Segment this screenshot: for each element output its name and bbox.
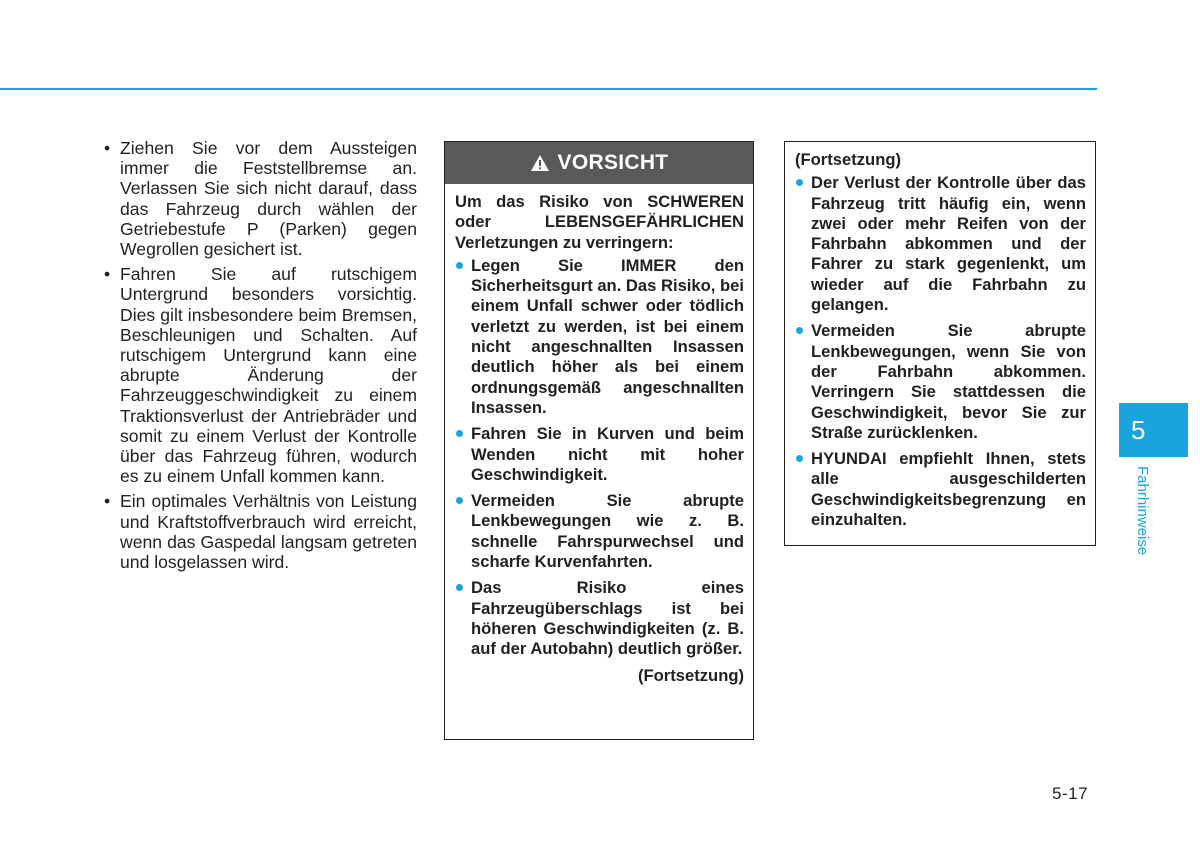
list-item: Der Verlust der Kontrolle über das Fahrzeug tritt häufig ein, wenn zwei oder mehr Reifen von der Fahrbahn abkommen und der Fahrer zu stark gegenlenkt, um wieder auf die Fahrbahn zu gelangen.	[795, 173, 1086, 315]
list-item: Legen Sie IMMER den Sicherheitsgurt an. Das Risiko, bei einem Unfall schwer oder tödlich verletzt zu werden, ist bei einem nicht angeschnallten Insassen deutlich höher als bei einem ordnungsgemäß angeschnallten Insassen.	[455, 256, 744, 418]
chapter-number: 5	[1131, 414, 1146, 445]
continued-label: (Fortsetzung)	[638, 665, 744, 685]
list-item: • Ziehen Sie vor dem Aussteigen immer die Feststellbremse an. Verlassen Sie sich nicht darauf, dass das Fahrzeug durch wählen der Getriebestufe P (Parken) gegen Wegrollen gesichert ist.	[102, 138, 417, 259]
continuation-bullet-list	[795, 173, 1086, 530]
left-column	[102, 138, 417, 577]
warning-box	[444, 141, 754, 740]
warning-body	[445, 184, 753, 686]
list-item: Vermeiden Sie abrupte Lenkbewegungen wie z. B. schnelle Fahrspurwechsel und scharfe Kurvenfahrten.	[455, 491, 744, 572]
list-item: Vermeiden Sie abrupte Lenkbewegungen, wenn Sie von der Fahrbahn abkommen. Verringern Sie stattdessen die Geschwindigkeit, bevor Sie zur Straße zurücklenken.	[795, 321, 1086, 443]
warning-intro: Um das Risiko von SCHWEREN oder LEBENSGEFÄHRLICHEN Verletzungen zu verringern:	[455, 192, 744, 252]
warning-bullet-list	[455, 256, 744, 660]
list-item: • Ein optimales Verhältnis von Leistung und Kraftstoffverbrauch wird erreicht, wenn das Gaspedal langsam getreten und losgelassen wird.	[102, 491, 417, 572]
page-number: 5-17	[1052, 784, 1089, 803]
chapter-title: Fahrhinweise	[1134, 466, 1151, 556]
warning-triangle-icon	[530, 154, 550, 172]
warning-title: VORSICHT	[557, 151, 669, 174]
list-item: Fahren Sie in Kurven und beim Wenden nicht mit hoher Geschwindigkeit.	[455, 424, 744, 485]
chapter-tab	[1119, 403, 1188, 457]
continuation-header: (Fortsetzung)	[795, 150, 901, 169]
list-item: Das Risiko eines Fahrzeugüberschlags ist bei höheren Geschwindigkeiten (z. B. auf der Autobahn) deutlich größer.	[455, 578, 744, 659]
top-rule	[0, 88, 1097, 90]
list-item: • Fahren Sie auf rutschigem Untergrund besonders vorsichtig. Dies gilt insbesondere beim Bremsen, Beschleunigen und Schalten. Auf rutschigem Untergrund kann eine abrupte Änderung der Fahrzeuggeschwindigkeit zu einem Traktionsverlust der Antriebräder und somit zu einem Verlust der Kontrolle über das Fahrzeug führen, wodurch es zu einem Unfall kommen kann.	[102, 264, 417, 486]
left-bullet-list	[102, 138, 417, 572]
continuation-body	[785, 142, 1095, 530]
warning-header	[445, 142, 753, 184]
list-item: HYUNDAI empfiehlt Ihnen, stets alle ausgeschilderten Geschwindigkeitsbegrenzung en einzuhalten.	[795, 449, 1086, 530]
continuation-box	[784, 141, 1096, 546]
